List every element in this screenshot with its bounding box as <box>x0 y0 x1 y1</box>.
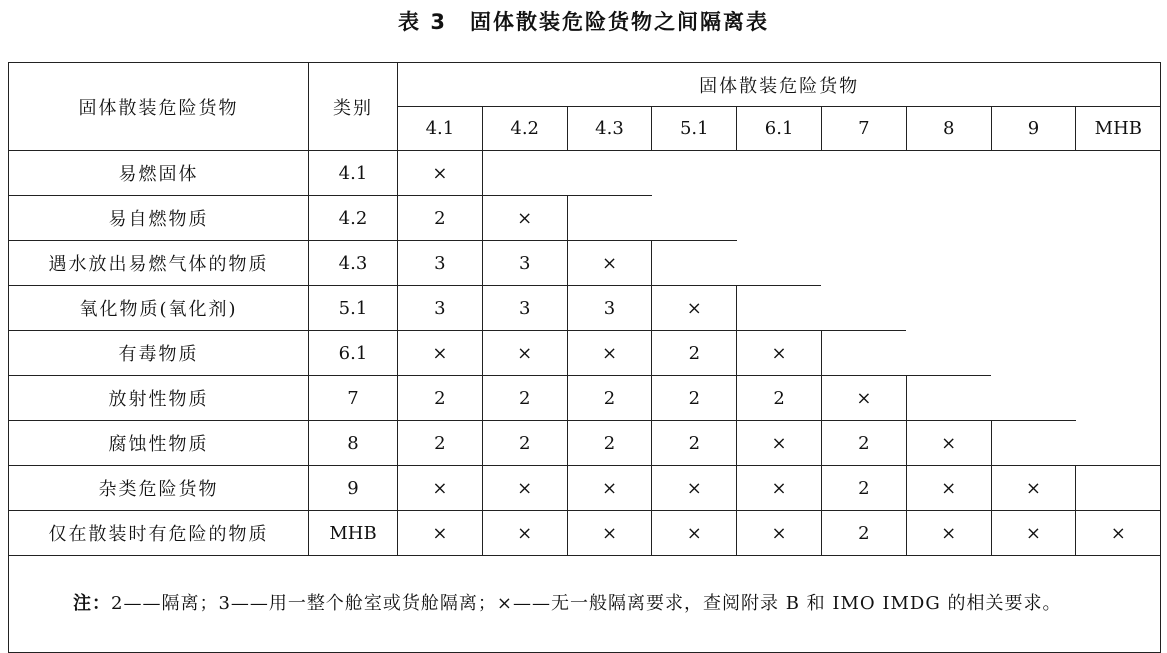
empty-cell <box>906 376 991 421</box>
segregation-cell: 2 <box>398 421 483 466</box>
segregation-cell: × <box>482 331 567 376</box>
class-header-cell: 7 <box>821 107 906 151</box>
table-row <box>9 151 1161 196</box>
table-row <box>9 376 1161 421</box>
empty-cell <box>906 331 991 376</box>
empty-cell <box>1076 331 1161 376</box>
class-column-header: 类别 <box>309 63 398 151</box>
segregation-cell: × <box>991 511 1076 556</box>
class-header-cell: 4.2 <box>482 107 567 151</box>
segregation-cell: × <box>482 466 567 511</box>
table-note <box>9 556 1161 653</box>
segregation-cell: 2 <box>398 376 483 421</box>
class-cell: 7 <box>309 376 398 421</box>
segregation-cell: 2 <box>652 331 737 376</box>
class-cell: 4.2 <box>309 196 398 241</box>
segregation-cell: × <box>567 241 652 286</box>
empty-cell <box>991 286 1076 331</box>
segregation-cell: × <box>567 511 652 556</box>
empty-cell <box>482 151 567 196</box>
table-row <box>9 511 1161 556</box>
empty-cell <box>737 196 822 241</box>
segregation-cell: × <box>1076 511 1161 556</box>
goods-name-cell: 仅在散装时有危险的物质 <box>9 511 309 556</box>
segregation-cell: × <box>398 331 483 376</box>
empty-cell <box>652 151 737 196</box>
class-header-cell: 5.1 <box>652 107 737 151</box>
goods-name-cell: 遇水放出易燃气体的物质 <box>9 241 309 286</box>
empty-cell <box>906 286 991 331</box>
table-row <box>9 331 1161 376</box>
note-label: 注： <box>73 593 111 614</box>
empty-cell <box>991 196 1076 241</box>
goods-group-header: 固体散装危险货物 <box>398 63 1161 107</box>
segregation-cell: 2 <box>821 466 906 511</box>
segregation-cell: × <box>398 466 483 511</box>
class-cell: 4.1 <box>309 151 398 196</box>
class-header-cell: 8 <box>906 107 991 151</box>
segregation-cell: × <box>652 511 737 556</box>
segregation-table <box>8 62 1161 653</box>
table-row <box>9 241 1161 286</box>
segregation-cell: × <box>737 511 822 556</box>
segregation-cell: 3 <box>398 241 483 286</box>
segregation-cell: 2 <box>737 376 822 421</box>
empty-cell <box>906 196 991 241</box>
segregation-cell: 2 <box>652 421 737 466</box>
empty-cell <box>737 151 822 196</box>
table-row <box>9 286 1161 331</box>
segregation-cell: 3 <box>482 286 567 331</box>
segregation-cell: 2 <box>821 511 906 556</box>
goods-name-cell: 腐蚀性物质 <box>9 421 309 466</box>
table-row <box>9 196 1161 241</box>
goods-column-header: 固体散装危险货物 <box>9 63 309 151</box>
table-row <box>9 421 1161 466</box>
goods-name-cell: 有毒物质 <box>9 331 309 376</box>
class-cell: 8 <box>309 421 398 466</box>
class-cell: 6.1 <box>309 331 398 376</box>
empty-cell <box>1076 196 1161 241</box>
empty-cell <box>991 331 1076 376</box>
segregation-cell: 2 <box>482 376 567 421</box>
empty-cell <box>821 151 906 196</box>
empty-cell <box>991 151 1076 196</box>
segregation-cell: 2 <box>567 421 652 466</box>
goods-name-cell: 易自燃物质 <box>9 196 309 241</box>
table-row <box>9 466 1161 511</box>
class-cell: 4.3 <box>309 241 398 286</box>
class-header-cell: 4.3 <box>567 107 652 151</box>
empty-cell <box>652 241 737 286</box>
segregation-cell: × <box>991 466 1076 511</box>
empty-cell <box>1076 241 1161 286</box>
segregation-cell: 2 <box>482 421 567 466</box>
segregation-cell: × <box>652 286 737 331</box>
segregation-cell: × <box>737 421 822 466</box>
segregation-cell: × <box>906 511 991 556</box>
segregation-cell: × <box>821 376 906 421</box>
empty-cell <box>821 331 906 376</box>
segregation-cell: × <box>482 511 567 556</box>
goods-name-cell: 易燃固体 <box>9 151 309 196</box>
segregation-cell: × <box>482 196 567 241</box>
segregation-cell: × <box>567 466 652 511</box>
empty-cell <box>1076 286 1161 331</box>
empty-cell <box>991 376 1076 421</box>
empty-cell <box>821 286 906 331</box>
segregation-cell: 2 <box>567 376 652 421</box>
segregation-cell: × <box>652 466 737 511</box>
segregation-cell: × <box>906 466 991 511</box>
segregation-cell: 2 <box>821 421 906 466</box>
empty-cell <box>821 241 906 286</box>
empty-cell <box>652 196 737 241</box>
empty-cell <box>991 421 1076 466</box>
class-cell: MHB <box>309 511 398 556</box>
empty-cell <box>737 241 822 286</box>
segregation-cell: × <box>398 151 483 196</box>
empty-cell <box>567 151 652 196</box>
goods-name-cell: 杂类危险货物 <box>9 466 309 511</box>
segregation-cell: × <box>906 421 991 466</box>
segregation-cell: × <box>398 511 483 556</box>
empty-cell <box>991 241 1076 286</box>
goods-name-cell: 氧化物质(氧化剂) <box>9 286 309 331</box>
segregation-cell: × <box>737 466 822 511</box>
segregation-cell: × <box>567 331 652 376</box>
table-title: 表 3 固体散装危险货物之间隔离表 <box>398 10 769 34</box>
empty-cell <box>906 241 991 286</box>
class-header-cell: 6.1 <box>737 107 822 151</box>
empty-cell <box>1076 466 1161 511</box>
segregation-cell: × <box>737 331 822 376</box>
empty-cell <box>1076 151 1161 196</box>
segregation-cell: 3 <box>567 286 652 331</box>
goods-name-cell: 放射性物质 <box>9 376 309 421</box>
class-header-cell: 4.1 <box>398 107 483 151</box>
segregation-cell: 3 <box>482 241 567 286</box>
empty-cell <box>567 196 652 241</box>
class-cell: 9 <box>309 466 398 511</box>
class-cell: 5.1 <box>309 286 398 331</box>
class-header-cell: 9 <box>991 107 1076 151</box>
class-header-cell: MHB <box>1076 107 1161 151</box>
segregation-cell: 3 <box>398 286 483 331</box>
segregation-cell: 2 <box>652 376 737 421</box>
empty-cell <box>821 196 906 241</box>
segregation-cell: 2 <box>398 196 483 241</box>
empty-cell <box>906 151 991 196</box>
empty-cell <box>737 286 822 331</box>
note-text: 2——隔离；3——用一整个舱室或货舱隔离；×——无一般隔离要求，查阅附录 B 和 IMO IMDG 的相关要求。 <box>111 593 1062 614</box>
empty-cell <box>1076 421 1161 466</box>
empty-cell <box>1076 376 1161 421</box>
